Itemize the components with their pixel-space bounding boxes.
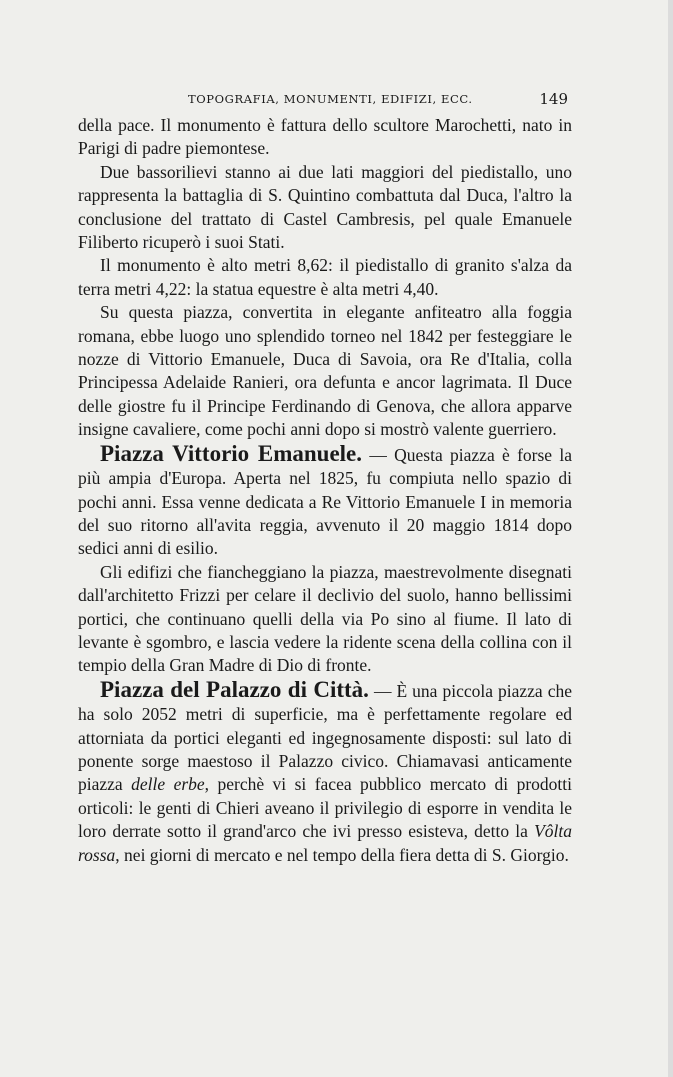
section-text: — È una piccola piazza che ha solo 2052 metri di superficie, ma è perfettamente regolare ed attorniata da portici eleganti ed ingegnosamente disposti: sul lato di ponente sorge maestoso il Palazzo civico. Chiamavasi anticamente piazza (78, 680, 572, 795)
italic-term: Vôlta rossa (78, 821, 572, 865)
paragraph-5: Gli edifizi che fiancheggiano la piazza, maestrevolmente disegnati dall'architetto Frizzi per celare il declivio del suolo, hanno bellissimi portici, che continuano quelli della via Po sino al fiume. Il lato di levante è sgombro, e lascia vedere la ridente scena della collina con il tempio della Gran Madre di Dio di fronte. (78, 561, 572, 676)
italic-term: delle erbe (131, 774, 205, 795)
section-title: Piazza del Palazzo di Città. (100, 676, 369, 702)
running-head: TOPOGRAFIA, MONUMENTI, EDIFIZI, ECC. (188, 92, 473, 106)
page-header (78, 90, 572, 110)
section-text: , nei giorni di mercato e nel tempo della fiera detta di S. Giorgio. (115, 844, 569, 865)
section-piazza-vittorio-emanuele (78, 442, 572, 561)
section-text: — Questa piazza è forse la più ampia d'Europa. Aperta nel 1825, fu compiuta nello spazio di pochi anni. Essa venne dedicata a Re Vittorio Emanuele I in memoria del suo ritorno all'avita reggia, avvenuto il 20 maggio 1814 dopo sedici anni di esilio. (78, 444, 572, 559)
page-number: 149 (539, 90, 568, 108)
paragraph-3: Il monumento è alto metri 8,62: il piedistallo di granito s'alza da terra metri 4,22: la statua equestre è alta metri 4,40. (78, 255, 572, 299)
section-title: Piazza Vittorio Emanuele. (100, 440, 363, 466)
section-piazza-palazzo-citta (78, 678, 572, 867)
page-body (78, 114, 572, 867)
section-text: , perchè vi si facea pubblico mercato di prodotti orticoli: le genti di Chieri aveano il privilegio di esporre in vendita le loro derrate sotto il grand'arco che ivi presso esisteva, detto la (78, 774, 572, 842)
paragraph-4: Su questa piazza, convertita in elegante anfiteatro alla foggia romana, ebbe luogo uno splendido torneo nel 1842 per festeggiare le nozze di Vittorio Emanuele, Duca di Savoia, ora Re d'Italia, colla Principessa Adelaide Ranieri, ora defunta e ancor lagrimata. Il Duce delle giostre fu il Principe Ferdinando di Genova, che allora apparve insigne cavaliere, come pochi anni dopo si mostrò valente guerriero. (78, 302, 572, 440)
paragraph-2: Due bassorilievi stanno ai due lati maggiori del piedistallo, uno rappresenta la battaglia di S. Quintino combattuta dal Duca, l'altro la conclusione del trattato di Castel Cambresis, pel quale Emanuele Filiberto ricuperò i suoi Stati. (78, 161, 572, 253)
paragraph-1: della pace. Il monumento è fattura dello scultore Marochetti, nato in Parigi di padre piemontese. (78, 115, 572, 159)
